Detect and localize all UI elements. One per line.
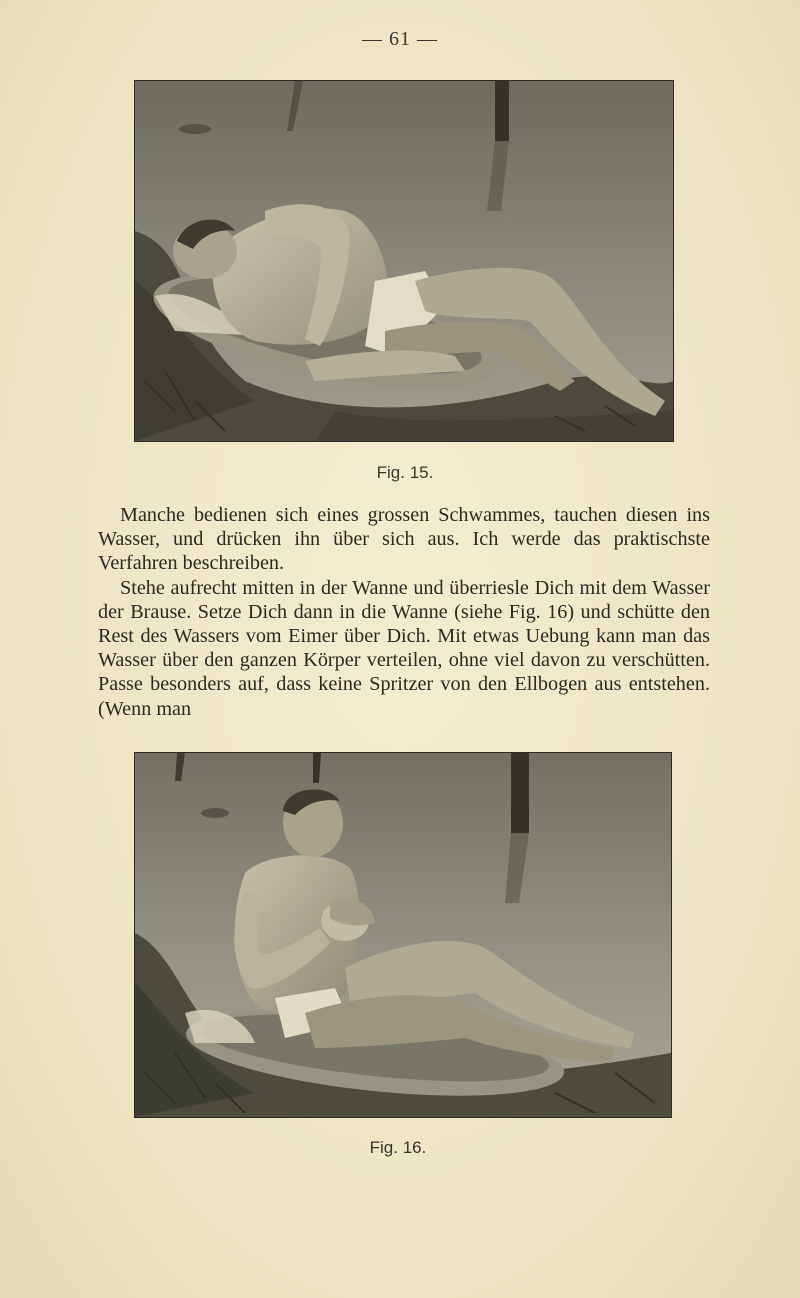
figure-15-photo — [134, 80, 674, 442]
page-number: — 61 — — [362, 28, 438, 50]
figure-16-photo — [134, 752, 672, 1118]
paragraph-1: Manche bedienen sich eines grossen Schwammes, tauchen diesen ins Wasser, und drücken ihn über sich aus. Ich werde das praktischste Verfahren beschreiben. — [98, 504, 710, 575]
figure-16-caption: Fig. 16. — [369, 1138, 427, 1157]
figure-15-caption: Fig. 15. — [376, 463, 434, 482]
figure-15-image — [135, 81, 673, 441]
paragraph-2: Stehe aufrecht mitten in der Wanne und überriesle Dich mit dem Wasser der Brause. Setze Dich dann in die Wanne (siehe Fig. 16) und schütte den Rest des Wassers vom Eimer über Dich. Mit etwas Uebung kann man das Wasser über den ganzen Körper verteilen, ohne viel davon zu verschütten. Passe besonders auf, dass keine Spritzer von den Ellbogen aus entstehen. (Wenn man — [98, 576, 710, 720]
figure-16-image — [135, 753, 671, 1117]
body-text — [98, 503, 710, 721]
